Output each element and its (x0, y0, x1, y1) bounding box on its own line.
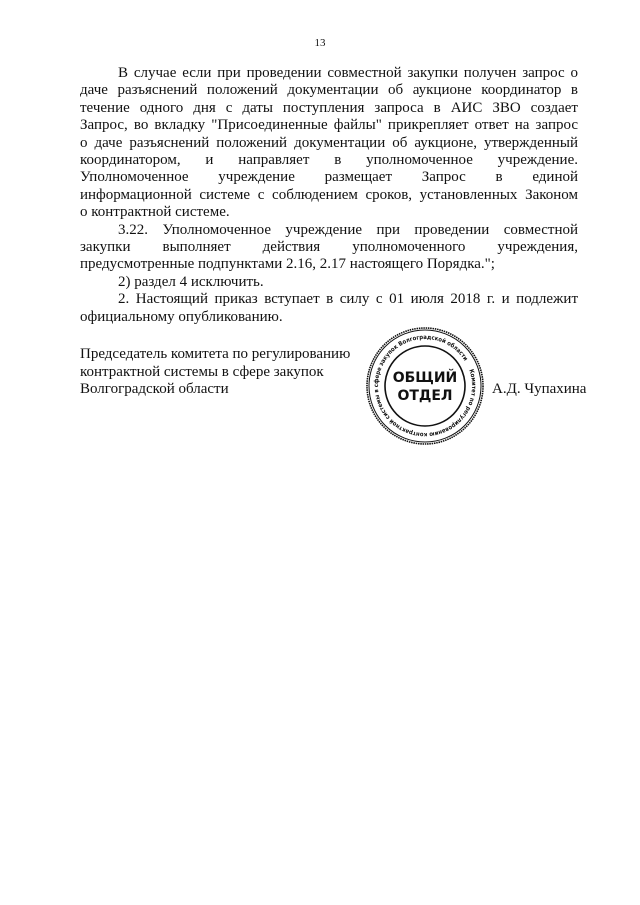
paragraph-2 (80, 222, 578, 274)
signature-position (80, 346, 350, 399)
text-line: 2. Настоящий приказ вступает в силу с 01 июля 2018 г. и подлежит (118, 291, 578, 308)
position-line: Волгоградской области (80, 381, 229, 397)
text-line: В случае если при проведении совместной закупки получен запрос о (118, 65, 578, 81)
stamp-inner-ring (385, 346, 465, 426)
stamp-ring-text: Комитет по регулированию контрактной системы в сфере закупок Волгоградской области (372, 333, 478, 439)
stamp-center-line: ОТДЕЛ (397, 388, 453, 404)
text-line: течение одного дня с даты поступления запроса в АИС ЗВО создает (80, 99, 578, 116)
text-line: предусмотренные подпунктами 2.16, 2.17 настоящего Порядка."; (80, 256, 495, 273)
text-line: информационной системе с соблюдением сроков, установленных Законом (80, 186, 578, 203)
signatory-name: А.Д. Чупахина (492, 381, 587, 397)
paragraph-3: 2) раздел 4 исключить. (118, 273, 264, 290)
document-body (80, 65, 578, 326)
paragraph-1 (80, 65, 578, 222)
paragraph-4 (80, 291, 578, 326)
text-line: 3.22. Уполномоченное учреждение при проведении совместной (118, 221, 578, 238)
text-line: о контрактной системе. (80, 204, 230, 221)
official-stamp (364, 325, 486, 447)
position-line: контрактной системы в сфере закупок (80, 363, 324, 380)
page-number: 13 (314, 37, 326, 49)
text-line: официальному опубликованию. (80, 308, 283, 325)
position-line: Председатель комитета по регулированию (80, 346, 351, 362)
text-line: координатором, и направляет в уполномоченное учреждение. (80, 152, 578, 169)
text-line: о даче разъяснений положений документации об аукционе, утвержденный (80, 134, 578, 151)
text-line: Запрос, во вкладку "Присоединенные файлы" прикрепляет ответ на запрос (80, 117, 578, 134)
text-line: закупки выполняет действия уполномоченного учреждения, (80, 239, 578, 256)
stamp-center-line: ОБЩИЙ (392, 370, 458, 386)
text-line: Уполномоченное учреждение размещает Запрос в единой (80, 169, 578, 186)
text-line: даче разъяснений положений документации об аукционе координатор в (80, 82, 578, 99)
